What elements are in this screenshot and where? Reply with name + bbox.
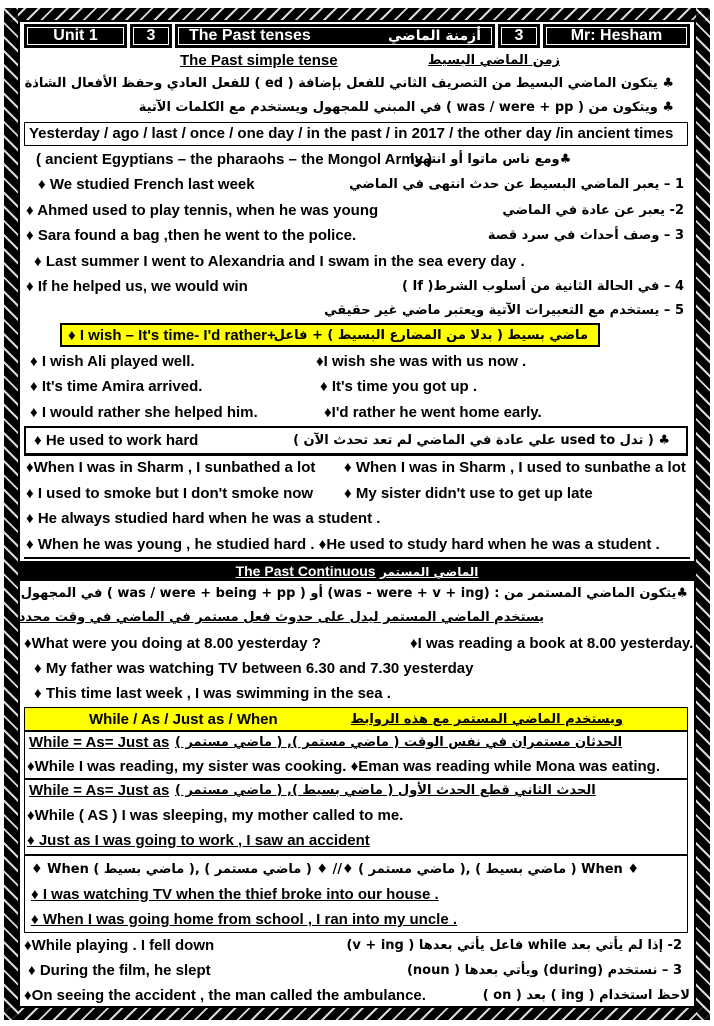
habit-example-right-1: ♦ When I was in Sharm , I used to sunbathe a lot	[344, 459, 686, 476]
pc-example-right-1: ♦I was reading a book at 8.00 yesterday.	[410, 635, 694, 652]
note-on-example: ♦On seeing the accident , the man called the ambulance.	[24, 987, 426, 1004]
header-bar	[24, 24, 690, 48]
past-continuous-use: يستخدم الماضي المستمر ليدل على حدوث فعل مستمر في الماضي في وقت محدد	[18, 610, 544, 625]
when-example-1: ♦ I was watching TV when the thief broke into our house .	[31, 886, 439, 903]
wish-example-right-1: ♦I wish she was with us now .	[316, 353, 527, 370]
interrupt-example-1: ♦While ( AS ) I was sleeping, my mother called to me.	[27, 807, 404, 824]
past-continuous-form: ♣يتكون الماضي المستمر من : (was - were + v + ing) أو ( was / were + being + pp ) في المجهول	[20, 586, 688, 601]
unit-label: Unit 1	[24, 24, 127, 48]
linkers-ar: ويستخدم الماضي المستمر مع هذه الروابط	[350, 712, 623, 727]
dead-people-en: ( ancient Egyptians – the pharaohs – the Mongol Army )	[36, 151, 433, 168]
wish-example-left-2: ♦ It's time Amira arrived.	[30, 378, 203, 395]
wish-formula-en: ♦ I wish – It's time- I'd rather+	[68, 327, 276, 344]
pc-example-2: ♦ My father was watching TV between 6.30 and 7.30 yesterday	[34, 660, 474, 677]
used-to-example: ♦ He used to work hard	[34, 432, 199, 449]
past-continuous-heading-en: The Past Continuous	[235, 563, 376, 579]
interrupt-box	[24, 779, 688, 855]
interrupt-rule-ar: الحدث الثاني قطع الحدث الأول ( ماضي بسيط ), ( ماضي مستمر )	[175, 783, 596, 798]
border-pattern-left	[4, 8, 18, 1020]
when-rule: ♦ When ( ماضي بسيط ), ( ماضي مستمر ) ♦ //♦ ( ماضي مستمر ), ( ماضي بسيط ) When ♦	[31, 862, 639, 877]
wish-example-left-3: ♦ I would rather she helped him.	[30, 404, 258, 421]
note-3-example: ♦ During the film, he slept	[28, 962, 211, 979]
habit-example-left-2: ♦ I used to smoke but I don't smoke now	[26, 485, 314, 502]
use-1-example: ♦ We studied French last week	[38, 176, 255, 193]
note-2-rule: 2- إذا لم يأتي بعد while فاعل يأتي بعدها ( v + ing)	[346, 938, 682, 953]
linkers-en: While / As / Just as / When	[89, 711, 278, 728]
dead-people-ar: ♣ومع ناس ماتوا أو انتهوا	[410, 152, 572, 167]
page-number-right: 3	[498, 24, 540, 48]
note-3-rule: 3 – نستخدم (during) ويأتي بعدها ( noun)	[406, 963, 682, 978]
wish-formula-ar: ماضي بسيط ( بدلا من المضارع البسيط ) + فاعل	[273, 328, 588, 343]
wish-example-right-2: ♦ It's time you got up .	[320, 378, 478, 395]
interrupt-example-2: ♦ Just as I was going to work , I saw an accident	[27, 832, 370, 849]
rule-formation: ♣ يتكون الماضي البسيط من التصريف الثاني للفعل بإضافة ( ed ) للفعل العادي وحفظ الأفعال الشاذة	[24, 76, 674, 91]
simultaneous-rule-en: While = As= Just as	[29, 734, 170, 751]
use-3-example-2: ♦ Last summer I went to Alexandria and I swam in the sea every day .	[34, 253, 525, 270]
past-simple-heading-ar: زمن الماضي البسيط	[427, 53, 560, 68]
pc-example-3: ♦ This time last week , I was swimming in the sea .	[34, 685, 391, 702]
use-2-example: ♦ Ahmed used to play tennis, when he was young	[26, 202, 379, 219]
use-1-rule: 1 – يعبر الماضي البسيط عن حدث انتهى في الماضي	[349, 177, 684, 192]
time-words: Yesterday / ago / last / once / one day / in the past / in 2017 / the other day /in ancient times	[29, 125, 674, 142]
use-5-rule: 5 – يستخدم مع التعبيرات الآتية ويعتبر ماضي غير حقيقي	[324, 303, 684, 318]
time-words-box	[24, 122, 688, 146]
when-box	[24, 855, 688, 933]
wish-example-right-3: ♦I'd rather he went home early.	[324, 404, 542, 421]
note-on-rule: لاحظ استخدام ( ing ) بعد ( on )	[482, 988, 690, 1003]
simultaneous-example: ♦While I was reading, my sister was cooking. ♦Eman was reading while Mona was eating.	[27, 758, 660, 775]
section-divider	[24, 557, 690, 559]
border-pattern-right	[696, 8, 710, 1020]
use-4-rule: 4 – في الحالة الثانية من أسلوب الشرط( If )	[402, 279, 684, 294]
simultaneous-box	[24, 731, 688, 779]
wish-formula-box	[60, 323, 600, 347]
interrupt-rule-en: While = As= Just as	[29, 782, 170, 799]
used-to-box	[24, 426, 688, 456]
use-3-rule: 3 – وصف أحداث في سرد قصة	[487, 228, 684, 243]
wish-example-left-1: ♦ I wish Ali played well.	[30, 353, 195, 370]
past-continuous-heading-bar	[20, 561, 694, 581]
past-continuous-heading-ar: الماضي المستمر	[380, 565, 479, 579]
past-simple-heading-en: The Past simple tense	[180, 52, 338, 69]
habit-example-left-1: ♦When I was in Sharm , I sunbathed a lot	[26, 459, 316, 476]
habit-example-right-2: ♦ My sister didn't use to get up late	[344, 485, 593, 502]
use-2-rule: 2- يعبر عن عادة في الماضي	[502, 203, 684, 218]
habit-example-3: ♦ He always studied hard when he was a student .	[26, 510, 381, 527]
simultaneous-rule-ar: الحدثان مستمران في نفس الوقت ( ماضي مستمر ), ( ماضي مستمر )	[175, 735, 623, 750]
used-to-rule: ♣ ( تدل used to علي عادة في الماضي لم تعد تحدث الآن )	[293, 433, 670, 448]
habit-example-4: ♦ When he was young , he studied hard . ♦He used to study hard when he was a student .	[26, 536, 660, 553]
worksheet-page	[18, 20, 696, 1008]
teacher-name: Mr: Hesham	[543, 24, 690, 48]
use-4-example: ♦ If he helped us, we would win	[26, 278, 248, 295]
linkers-box	[24, 707, 688, 731]
pc-example-left-1: ♦What were you doing at 8.00 yesterday ?	[24, 635, 321, 652]
use-3-example: ♦ Sara found a bag ,then he went to the police.	[26, 227, 357, 244]
lesson-title-en: The Past tenses	[189, 27, 311, 44]
lesson-title-ar: أزمنة الماضي	[388, 28, 481, 44]
lesson-title	[175, 24, 495, 48]
page-number-left: 3	[130, 24, 172, 48]
when-example-2: ♦ When I was going home from school , I ran into my uncle .	[31, 911, 458, 928]
border-pattern-bottom	[4, 1006, 710, 1020]
rule-passive: ♣ ويتكون من ( was / were + pp ) في المبني للمجهول ويستخدم مع الكلمات الآتية	[138, 100, 674, 115]
note-2-example: ♦While playing . I fell down	[24, 937, 215, 954]
